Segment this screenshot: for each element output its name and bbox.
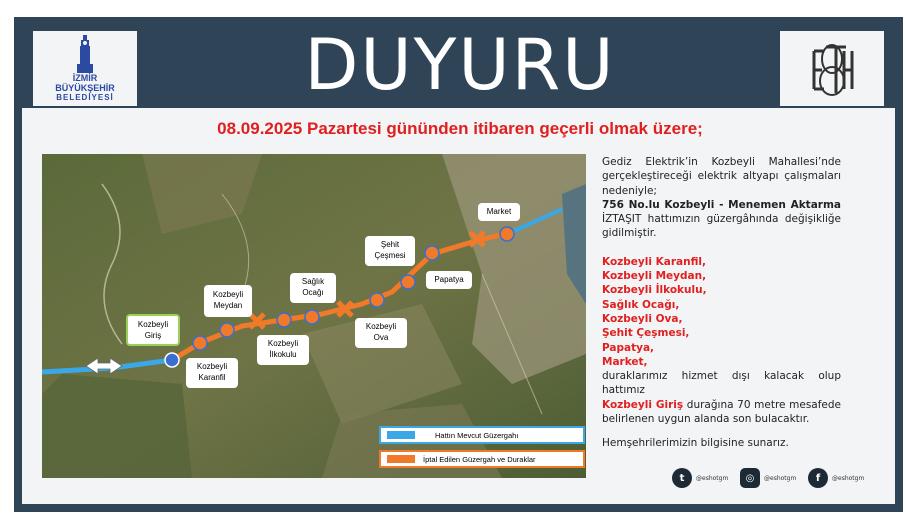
twitter-icon: t bbox=[672, 468, 692, 488]
stop-item: Market, bbox=[602, 355, 648, 368]
label-kozbeyli-ova bbox=[355, 318, 407, 348]
route-map bbox=[42, 154, 586, 478]
bus-stop-sehit-cesmesi bbox=[401, 275, 415, 289]
label-saglik-ocagi bbox=[290, 273, 336, 303]
label-text: İlkokulu bbox=[269, 350, 297, 359]
social-facebook[interactable] bbox=[808, 468, 864, 488]
instagram-icon: ◎ bbox=[740, 468, 760, 488]
legend-swatch-blue bbox=[387, 431, 415, 439]
announcement-text bbox=[602, 155, 841, 451]
label-text: Sağlık bbox=[301, 277, 325, 286]
effective-date-subtitle: 08.09.2025 Pazartesi gününden itibaren geçerli olmak üzere; bbox=[217, 119, 703, 138]
stop-item: Kozbeyli İlkokulu, bbox=[602, 284, 707, 297]
label-text: Şehit bbox=[380, 240, 400, 249]
legend-cancelled-label: İptal Edilen Güzergah ve Duraklar bbox=[423, 454, 536, 464]
legend-current-route bbox=[379, 426, 585, 444]
final-stop-text: durağına 70 metre mesafede belirlenen uygun alanda son bulacaktır. bbox=[602, 398, 842, 426]
bus-stop-market bbox=[500, 227, 514, 241]
label-market: Market bbox=[478, 203, 520, 221]
eshot-logo bbox=[780, 31, 884, 106]
label-sehit-cesmesi bbox=[365, 236, 415, 266]
eshot-monogram-icon bbox=[800, 37, 864, 101]
stop-item: Sağlık Ocağı, bbox=[602, 298, 680, 311]
legend-current-label: Hattın Mevcut Güzergahı bbox=[435, 430, 519, 440]
label-text: Kozbeyli bbox=[267, 339, 299, 348]
clock-tower-icon bbox=[75, 35, 95, 73]
legend-swatch-orange bbox=[387, 455, 415, 463]
page-title: DUYURU bbox=[304, 24, 616, 106]
label-text: Karanfil bbox=[198, 373, 226, 382]
izmir-logo bbox=[33, 31, 137, 106]
out-of-service-text: duraklarımız hizmet dışı kalacak olup hattımız bbox=[602, 370, 841, 397]
social-instagram[interactable] bbox=[740, 468, 796, 488]
line-name: 756 No.lu Kozbeyli - Menemen Aktarma bbox=[602, 198, 841, 211]
label-text: Ova bbox=[373, 333, 389, 342]
bus-stop-saglik-ocagi bbox=[305, 310, 319, 324]
label-papatya: Papatya bbox=[426, 271, 472, 289]
social-twitter[interactable] bbox=[672, 468, 728, 488]
intro-paragraph: Gediz Elektrik’in Kozbeyli Mahallesi’nde gerçekleştireceği elektrik altyapı çalışmaları nedeniyle; bbox=[602, 156, 841, 197]
facebook-icon: f bbox=[808, 468, 828, 488]
bus-stop-kozbeyli-ilkokulu bbox=[277, 313, 291, 327]
label-kozbeyli-karanfil bbox=[186, 358, 238, 388]
label-text: Kozbeyli bbox=[137, 320, 169, 329]
label-kozbeyli-meydan bbox=[204, 285, 252, 317]
map-legend bbox=[379, 426, 585, 470]
label-text: Kozbeyli bbox=[365, 322, 397, 331]
logo-line-3: BELEDİYESİ bbox=[56, 92, 114, 102]
label-text: Kozbeyli bbox=[196, 362, 228, 371]
label-kozbeyli-ilkokulu bbox=[257, 335, 309, 365]
line-change-text: İZTAŞIT hattımızın güzergâhında değişikliğe gidilmiştir. bbox=[602, 213, 841, 240]
greeting-text: Hemşehrilerimizin bilgisine sunarız. bbox=[602, 437, 789, 450]
legend-cancelled-route bbox=[379, 450, 585, 468]
stop-item: Kozbeyli Ova, bbox=[602, 312, 683, 325]
bus-stop-papatya bbox=[425, 246, 439, 260]
instagram-handle: @eshotgm bbox=[764, 474, 797, 482]
final-stop-name: Kozbeyli Giriş bbox=[602, 398, 684, 411]
label-text: Kozbeyli bbox=[212, 290, 244, 299]
bus-stop-kozbeyli-karanfil bbox=[193, 336, 207, 350]
label-text: Meydan bbox=[213, 301, 243, 310]
facebook-handle: @eshotgm bbox=[832, 474, 865, 482]
label-text: Giriş bbox=[144, 331, 162, 340]
stop-item: Kozbeyli Karanfil, bbox=[602, 255, 706, 268]
twitter-handle: @eshotgm bbox=[696, 474, 729, 482]
label-kozbeyli-giris bbox=[126, 314, 180, 346]
bus-stop-kozbeyli-ova bbox=[370, 293, 384, 307]
bus-stop-kozbeyli-giris bbox=[165, 353, 179, 367]
cancelled-stops-list bbox=[602, 255, 841, 369]
stop-item: Şehit Çeşmesi, bbox=[602, 327, 690, 340]
label-text: Ocağı bbox=[302, 288, 324, 297]
bus-stop-kozbeyli-meydan bbox=[220, 323, 234, 337]
logo-line-1: İZMİR bbox=[72, 72, 98, 83]
stop-item: Kozbeyli Meydan, bbox=[602, 270, 707, 283]
label-text: Çeşmesi bbox=[374, 251, 406, 260]
stop-item: Papatya, bbox=[602, 341, 655, 354]
logo-line-2: BÜYÜKŞEHİR bbox=[55, 82, 115, 93]
